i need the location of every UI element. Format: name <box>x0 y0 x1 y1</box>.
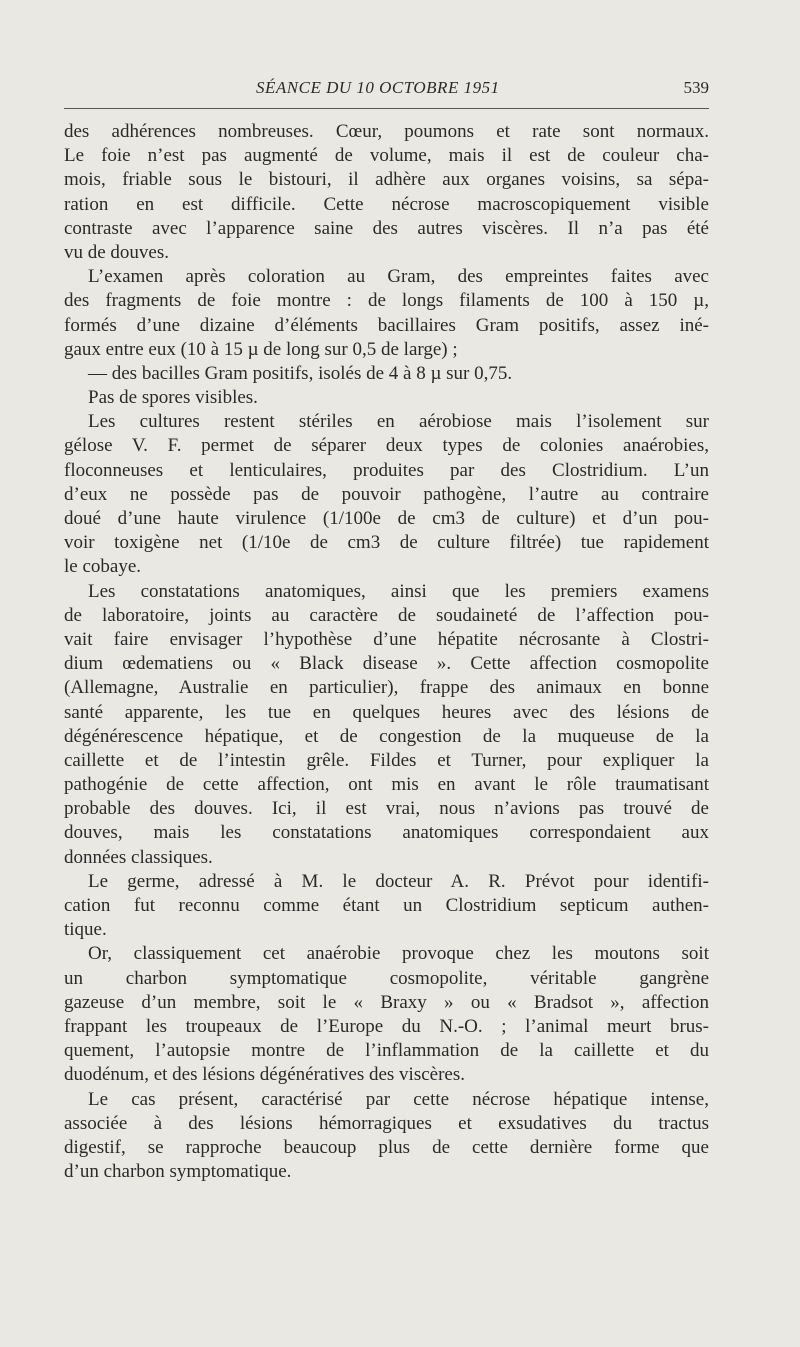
text-line: frappant les troupeaux de l’Europe du N.-O. ; l’animal meurt brus- <box>64 1015 709 1037</box>
text-line: duodénum, et des lésions dégénératives des viscères. <box>64 1064 465 1086</box>
text-line: d’eux ne possède pas de pouvoir pathogène, l’autre au contraire <box>64 483 709 505</box>
text-line: associée à des lésions hémorragiques et exsudatives du tractus <box>64 1112 709 1134</box>
text-line: doué d’une haute virulence (1/100e de cm3 de culture) et d’un pou- <box>64 508 709 529</box>
text-line: vait faire envisager l’hypothèse d’une hépatite nécrosante à Clostri- <box>64 628 709 650</box>
text-line: Les constatations anatomiques, ainsi que les premiers examens <box>88 580 709 602</box>
text-line: des fragments de foie montre : de longs filaments de 100 à 150 µ, <box>64 290 709 312</box>
text-line: dégénérescence hépatique, et de congestion de la muqueuse de la <box>64 725 709 747</box>
text-line: douves, mais les constatations anatomiques correspondaient aux <box>64 822 709 844</box>
text-line: gaux entre eux (10 à 15 µ de long sur 0,5 de large) ; <box>64 338 458 360</box>
text-line: (Allemagne, Australie en particulier), frappe des animaux en bonne <box>64 677 709 699</box>
text-line: des adhérences nombreuses. Cœur, poumons et rate sont normaux. <box>64 121 709 142</box>
text-line: caillette et de l’intestin grêle. Fildes et Turner, pour expliquer la <box>64 749 709 771</box>
text-line: d’un charbon symptomatique. <box>64 1161 292 1183</box>
text-line: Pas de spores visibles. <box>88 387 258 409</box>
text-line: Or, classiquement cet anaérobie provoque chez les moutons soit <box>88 943 709 965</box>
text-line: gélose V. F. permet de séparer deux types de colonies anaérobies, <box>64 435 709 457</box>
text-line: mois, friable sous le bistouri, il adhère aux organes voisins, sa sépa- <box>64 169 709 191</box>
header-rule <box>64 108 709 109</box>
text-line: voir toxigène net (1/10e de cm3 de culture filtrée) tue rapidement <box>64 532 709 554</box>
text-line: de laboratoire, joints au caractère de soudaineté de l’affection pou- <box>64 604 709 626</box>
page-number: 539 <box>683 78 709 97</box>
text-line: un charbon symptomatique cosmopolite, véritable gangrène <box>64 967 709 989</box>
text-line: dium œdematiens ou « Black disease ». Cette affection cosmopolite <box>64 653 709 675</box>
text-line: pathogénie de cette affection, ont mis en avant le rôle traumatisant <box>64 774 709 796</box>
text-line: vu de douves. <box>64 241 170 263</box>
text-line: tique. <box>64 919 107 941</box>
text-line: le cobaye. <box>64 556 142 578</box>
text-line: données classiques. <box>64 846 213 868</box>
text-line: — des bacilles Gram positifs, isolés de 4 à 8 µ sur 0,75. <box>88 362 513 384</box>
text-line: digestif, se rapproche beaucoup plus de cette dernière forme que <box>64 1136 709 1158</box>
text-line: Les cultures restent stériles en aérobiose mais l’isolement sur <box>88 411 709 433</box>
text-line: santé apparente, les tue en quelques heures avec des lésions de <box>64 701 709 723</box>
text-line: gazeuse d’un membre, soit le « Braxy » ou « Bradsot », affection <box>64 991 709 1013</box>
text-line: cation fut reconnu comme étant un Clostridium septicum authen- <box>64 895 709 916</box>
text-line: L’examen après coloration au Gram, des empreintes faites avec <box>88 266 709 288</box>
text-line: Le germe, adressé à M. le docteur A. R. Prévot pour identifi- <box>88 870 709 892</box>
page-header <box>64 76 709 102</box>
text-line: Le foie n’est pas augmenté de volume, mais il est de couleur cha- <box>64 145 709 167</box>
running-title: SÉANCE DU 10 OCTOBRE 1951 <box>256 78 500 97</box>
text-line: probable des douves. Ici, il est vrai, nous n’avions pas trouvé de <box>64 798 709 820</box>
body-text <box>64 120 709 1184</box>
text-line: floconneuses et lenticulaires, produites par des Clostridium. L’un <box>64 459 709 481</box>
text-line: formés d’une dizaine d’éléments bacillaires Gram positifs, assez iné- <box>64 314 709 336</box>
text-line: Le cas présent, caractérisé par cette nécrose hépatique intense, <box>88 1088 709 1110</box>
text-line: quement, l’autopsie montre de l’inflammation de la caillette et du <box>64 1040 709 1062</box>
text-line: contraste avec l’apparence saine des autres viscères. Il n’a pas été <box>64 217 709 239</box>
text-line: ration en est difficile. Cette nécrose macroscopiquement visible <box>64 193 709 215</box>
